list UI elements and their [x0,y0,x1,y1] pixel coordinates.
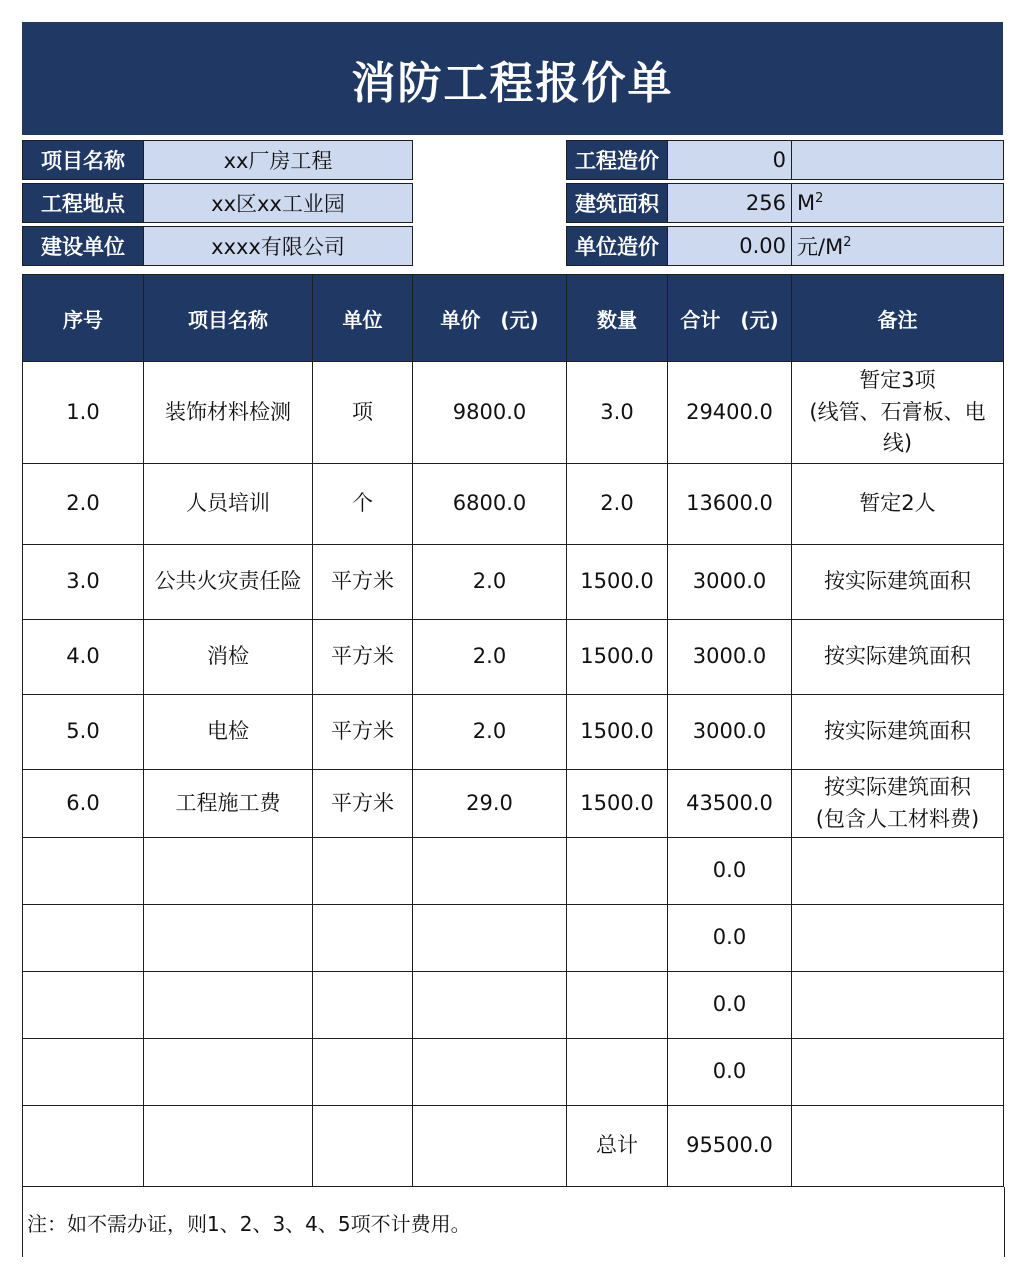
cell-index[interactable] [23,905,144,972]
area-unit: $M^2$ [792,184,1004,223]
cell-remark[interactable]: 暂定3项 (线管、石膏板、电线) [792,362,1004,464]
cell-item[interactable]: 消检 [144,620,313,695]
col-header-qty: 数量 [567,275,668,362]
cell-qty[interactable]: 1500.0 [567,770,668,838]
col-header-unit: 单位 [313,275,413,362]
cell-price[interactable] [413,972,567,1039]
cost-value[interactable]: 0 [668,141,792,180]
builder-value[interactable]: xxxx有限公司 [144,227,413,266]
cell-subtotal[interactable]: 13600.0 [668,464,792,545]
cell-index[interactable]: 6.0 [23,770,144,838]
unit-cost-unit: 元$/M^2$ [792,227,1004,266]
cell-remark[interactable]: 暂定2人 [792,464,1004,545]
unit-cost-label: 单位造价 [567,227,668,266]
cell-subtotal[interactable]: 29400.0 [668,362,792,464]
cell-price[interactable]: 9800.0 [413,362,567,464]
project-name-value[interactable]: xx厂房工程 [144,141,413,180]
cell-item[interactable]: 人员培训 [144,464,313,545]
cell-remark[interactable]: 按实际建筑面积 [792,695,1004,770]
cell-price[interactable]: 6800.0 [413,464,567,545]
cell-subtotal[interactable]: 0.0 [668,905,792,972]
cell-subtotal[interactable]: 0.0 [668,972,792,1039]
cell-remark[interactable] [792,1039,1004,1106]
cell-index[interactable] [23,1039,144,1106]
cell-unit[interactable]: 平方米 [313,620,413,695]
cost-unit [792,141,1004,180]
cell-unit[interactable]: 项 [313,362,413,464]
cell-unit[interactable]: 个 [313,464,413,545]
cell-index[interactable] [23,972,144,1039]
cell-item[interactable] [144,1039,313,1106]
table-row [23,1039,1004,1106]
cell-qty[interactable] [567,905,668,972]
cell-index[interactable]: 1.0 [23,362,144,464]
cell-index[interactable] [23,838,144,905]
cost-label: 工程造价 [567,141,668,180]
page-title: 消防工程报价单 [22,22,1003,135]
cell-price[interactable]: 2.0 [413,620,567,695]
cell-item[interactable]: 电检 [144,695,313,770]
area-value[interactable]: 256 [668,184,792,223]
cell-qty[interactable] [567,1039,668,1106]
total-row [23,1106,1004,1187]
cell-qty[interactable]: 1500.0 [567,620,668,695]
cell-qty[interactable]: 2.0 [567,464,668,545]
footnote: 注：如不需办证，则1、2、3、4、5项不计费用。 [22,1187,1005,1257]
cell-remark[interactable] [792,972,1004,1039]
cell-qty[interactable] [567,838,668,905]
cell-item[interactable] [144,905,313,972]
col-header-subtotal: 合计 (元) [668,275,792,362]
quote-sheet [22,22,1003,1257]
cell-price[interactable]: 29.0 [413,770,567,838]
table-row [23,770,1004,838]
project-info-table [22,140,1004,266]
col-header-price: 单价 (元) [413,275,567,362]
table-row [23,464,1004,545]
cell-qty[interactable]: 3.0 [567,362,668,464]
col-header-item: 项目名称 [144,275,313,362]
cell-unit[interactable] [313,972,413,1039]
cell-unit[interactable]: 平方米 [313,770,413,838]
col-header-remark: 备注 [792,275,1004,362]
cell-price[interactable] [413,1039,567,1106]
cell-index[interactable]: 2.0 [23,464,144,545]
cell-qty[interactable]: 1500.0 [567,695,668,770]
cell-item[interactable]: 公共火灾责任险 [144,545,313,620]
cell-remark[interactable]: 按实际建筑面积 [792,545,1004,620]
table-row [23,905,1004,972]
cell-subtotal[interactable]: 3000.0 [668,620,792,695]
cell-unit[interactable] [313,838,413,905]
cell-remark[interactable]: 按实际建筑面积 [792,620,1004,695]
cell-unit[interactable] [313,1039,413,1106]
table-row [23,545,1004,620]
cell-unit[interactable]: 平方米 [313,695,413,770]
cell-item[interactable]: 装饰材料检测 [144,362,313,464]
cell-index[interactable]: 3.0 [23,545,144,620]
cell-subtotal[interactable]: 0.0 [668,1039,792,1106]
cell-price[interactable]: 2.0 [413,695,567,770]
unit-cost-value[interactable]: 0.00 [668,227,792,266]
cell-unit[interactable] [313,905,413,972]
table-row [23,838,1004,905]
table-row [23,362,1004,464]
cell-subtotal[interactable]: 43500.0 [668,770,792,838]
cell-subtotal[interactable]: 3000.0 [668,695,792,770]
cell-price[interactable] [413,905,567,972]
cell-remark[interactable]: 按实际建筑面积 (包含人工材料费) [792,770,1004,838]
cell-qty[interactable] [567,972,668,1039]
location-value[interactable]: xx区xx工业园 [144,184,413,223]
area-label: 建筑面积 [567,184,668,223]
cell-item[interactable]: 工程施工费 [144,770,313,838]
cell-price[interactable]: 2.0 [413,545,567,620]
table-row [23,972,1004,1039]
cell-price[interactable] [413,838,567,905]
total-label: 总计 [567,1106,668,1187]
quote-table [22,274,1004,1187]
location-label: 工程地点 [23,184,144,223]
cell-subtotal[interactable]: 3000.0 [668,545,792,620]
col-header-index: 序号 [23,275,144,362]
cell-item[interactable] [144,972,313,1039]
table-header-row [23,275,1004,362]
cell-unit[interactable]: 平方米 [313,545,413,620]
table-row [23,620,1004,695]
total-value[interactable]: 95500.0 [668,1106,792,1187]
cell-index[interactable]: 4.0 [23,620,144,695]
cell-subtotal[interactable]: 0.0 [668,838,792,905]
cell-index[interactable]: 5.0 [23,695,144,770]
cell-remark[interactable] [792,905,1004,972]
cell-remark[interactable] [792,838,1004,905]
cell-qty[interactable]: 1500.0 [567,545,668,620]
table-row [23,695,1004,770]
project-name-label: 项目名称 [23,141,144,180]
cell-item[interactable] [144,838,313,905]
builder-label: 建设单位 [23,227,144,266]
